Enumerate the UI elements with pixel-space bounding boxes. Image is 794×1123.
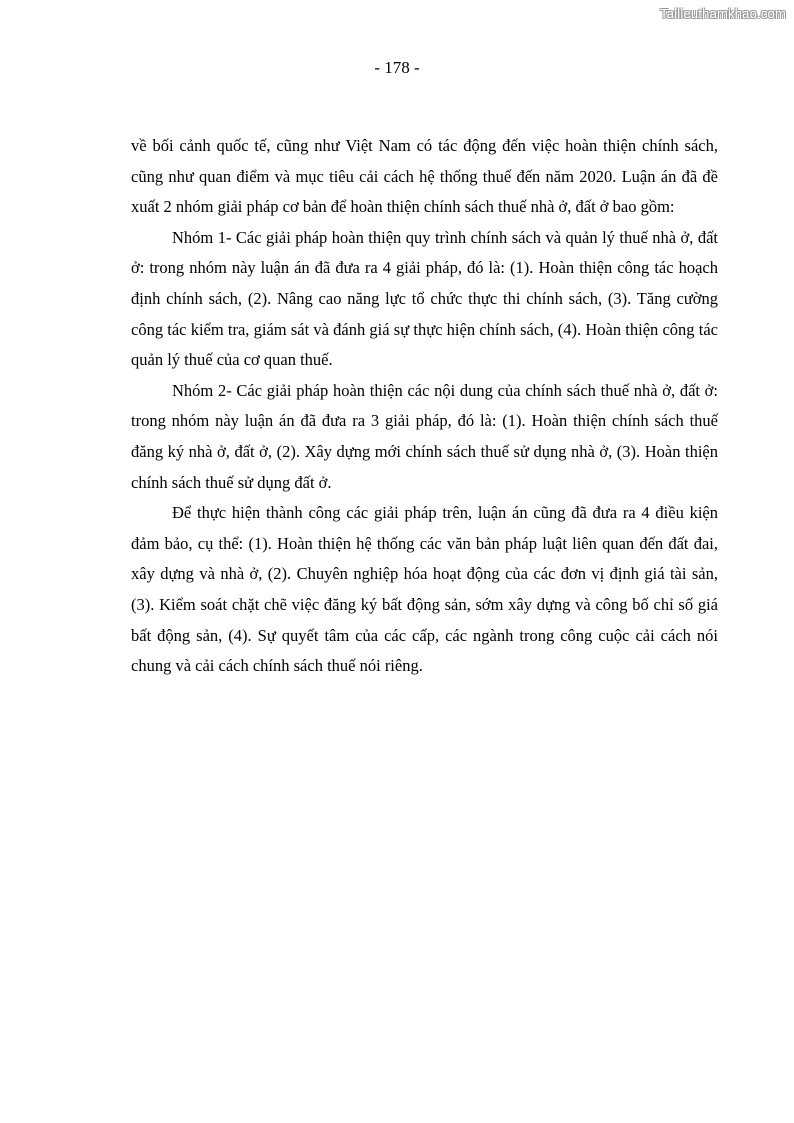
page-number: - 178 - (374, 58, 420, 77)
paragraph-conditions: Để thực hiện thành công các giải pháp trên, luận án cũng đã đưa ra 4 điều kiện đảm bảo, cụ thể: (1). Hoàn thiện hệ thống các văn bản pháp luật liên quan đến đất đai, xây dựng và nhà ở, (2). Chuyên nghiệp hóa hoạt động của các đơn vị định giá tài sản, (3). Kiểm soát chặt chẽ việc đăng ký bất động sản, sớm xây dựng và công bố chỉ số giá bất động sản, (4). Sự quyết tâm của các cấp, các ngành trong công cuộc cải cách nói chung và cải cách chính sách thuế nói riêng. (131, 503, 718, 676)
paragraph-continuation: về bối cảnh quốc tế, cũng như Việt Nam có tác động đến việc hoàn thiện chính sách, cũng như quan điểm và mục tiêu cải cách hệ thống thuế đến năm 2020. Luận án đã đề xuất 2 nhóm giải pháp cơ bản để hoàn thiện chính sách thuế nhà ở, đất ở bao gồm: (131, 136, 718, 217)
watermark-text: Tailieuthamkhao.com (660, 6, 786, 21)
document-body (131, 131, 718, 682)
paragraph-group-1: Nhóm 1- Các giải pháp hoàn thiện quy trình chính sách và quản lý thuế nhà ở, đất ở: trong nhóm này luận án đã đưa ra 4 giải pháp, đó là: (1). Hoàn thiện công tác hoạch định chính sách, (2). Nâng cao năng lực tổ chức thực thi chính sách, (3). Tăng cường công tác kiểm tra, giám sát và đánh giá sự thực hiện chính sách, (4). Hoàn thiện công tác quản lý thuế của cơ quan thuế. (131, 227, 718, 370)
paragraph-group-2: Nhóm 2- Các giải pháp hoàn thiện các nội dung của chính sách thuế nhà ở, đất ở: trong nhóm này luận án đã đưa ra 3 giải pháp, đó là: (1). Hoàn thiện chính sách thuế đăng ký nhà ở, đất ở, (2). Xây dựng mới chính sách thuế sử dụng nhà ở, (3). Hoàn thiện chính sách thuế sử dụng đất ở. (131, 380, 718, 492)
